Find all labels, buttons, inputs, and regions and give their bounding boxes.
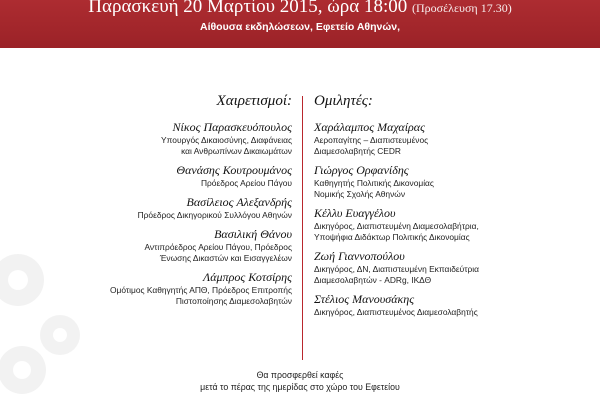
speakers-column (314, 92, 598, 324)
speaker-entry (314, 163, 598, 200)
greeting-role: Υπουργός Δικαιοσύνης, Διαφάνειας (161, 135, 292, 145)
arrival-time: (Προσέλευση 17.30) (412, 1, 512, 15)
greeting-role: Πρόεδρος Αρείου Πάγου (200, 178, 292, 188)
speaker-role: Διαμεσολαβητής CEDR (314, 146, 401, 156)
speaker-role: Υποψήφια Διδάκτωρ Πολιτικής Δικονομίας (314, 232, 470, 242)
greeting-role: Πρόεδρος Δικηγορικού Συλλόγου Αθηνών (137, 210, 292, 220)
greeting-entry (12, 195, 292, 221)
greeting-role: και Ανθρωπίνων Δικαιωμάτων (181, 146, 292, 156)
speaker-role: Δικηγόρος, ΔΝ, Διαπιστευμένη Εκπαιδεύτρια (314, 264, 479, 274)
speaker-role: Καθηγητής Πολιτικής Δικονομίας (314, 178, 434, 188)
greeting-name: Βασίλειος Αλεξανδρής (186, 195, 292, 209)
greetings-list (12, 120, 292, 307)
event-banner (0, 0, 600, 48)
greetings-column (12, 92, 292, 313)
speaker-name: Ζωή Γιαννοπούλου (314, 249, 405, 263)
column-divider (302, 96, 303, 360)
coffee-note-line-2: μετά το πέρας της ημερίδας στο χώρο του Εφετείου (200, 382, 400, 392)
greeting-role: Ομότιμος Καθηγητής ΑΠΘ, Πρόεδρος Επιτροπής (109, 285, 292, 295)
speaker-role: Δικηγόρος, Διαπιστευμένη Διαμεσολαβήτρια, (314, 221, 479, 231)
speaker-entry (314, 292, 598, 318)
greeting-name: Λάμπρος Κοτσίρης (203, 270, 292, 284)
speaker-name: Κέλλυ Ευαγγέλου (314, 206, 396, 220)
coffee-note-line-1: Θα προσφερθεί καφές (256, 370, 344, 380)
speaker-role: Διαμεσολαβητών - ADRg, ΙΚΔΘ (314, 275, 432, 285)
speaker-role: Δικηγόρος, Διαπιστευμένος Διαμεσολαβητής (314, 307, 478, 317)
greeting-name: Θανάσης Κουτρουμάνος (176, 163, 292, 177)
event-venue: Αίθουσα εκδηλώσεων, Εφετείο Αθηνών, (200, 21, 400, 33)
greeting-role: Αντιπρόεδρος Αρείου Πάγου, Πρόεδρος (144, 242, 292, 252)
greeting-entry (12, 120, 292, 157)
speakers-heading: Ομιλητές: (314, 93, 373, 109)
speaker-role: Νομικής Σχολής Αθηνών (314, 189, 406, 199)
event-date-line (0, 0, 600, 18)
speaker-name: Στέλιος Μανουσάκης (314, 292, 415, 306)
greeting-role: Ένωσης Δικαστών και Εισαγγελέων (159, 253, 292, 263)
greeting-name: Νίκος Παρασκευόπουλος (172, 120, 292, 134)
speakers-list (314, 120, 598, 318)
speaker-entry (314, 120, 598, 157)
speaker-name: Γιώργος Ορφανίδης (314, 163, 409, 177)
greeting-entry (12, 270, 292, 307)
greetings-heading: Χαιρετισμοί: (216, 93, 292, 109)
speaker-name: Χαράλαμπος Μαχαίρας (314, 120, 425, 134)
greeting-role: Πιστοποίησης Διαμεσολαβητών (175, 296, 292, 306)
coffee-note (0, 369, 600, 393)
speaker-role: Αεροπαγίτης – Διαπιστευμένος (314, 135, 429, 145)
greeting-entry (12, 163, 292, 189)
speaker-entry (314, 249, 598, 286)
speaker-entry (314, 206, 598, 243)
greeting-entry (12, 227, 292, 264)
event-date-time: Παρασκευή 20 Μαρτίου 2015, ώρα 18:00 (88, 0, 408, 17)
greeting-name: Βασιλική Θάνου (214, 227, 292, 241)
